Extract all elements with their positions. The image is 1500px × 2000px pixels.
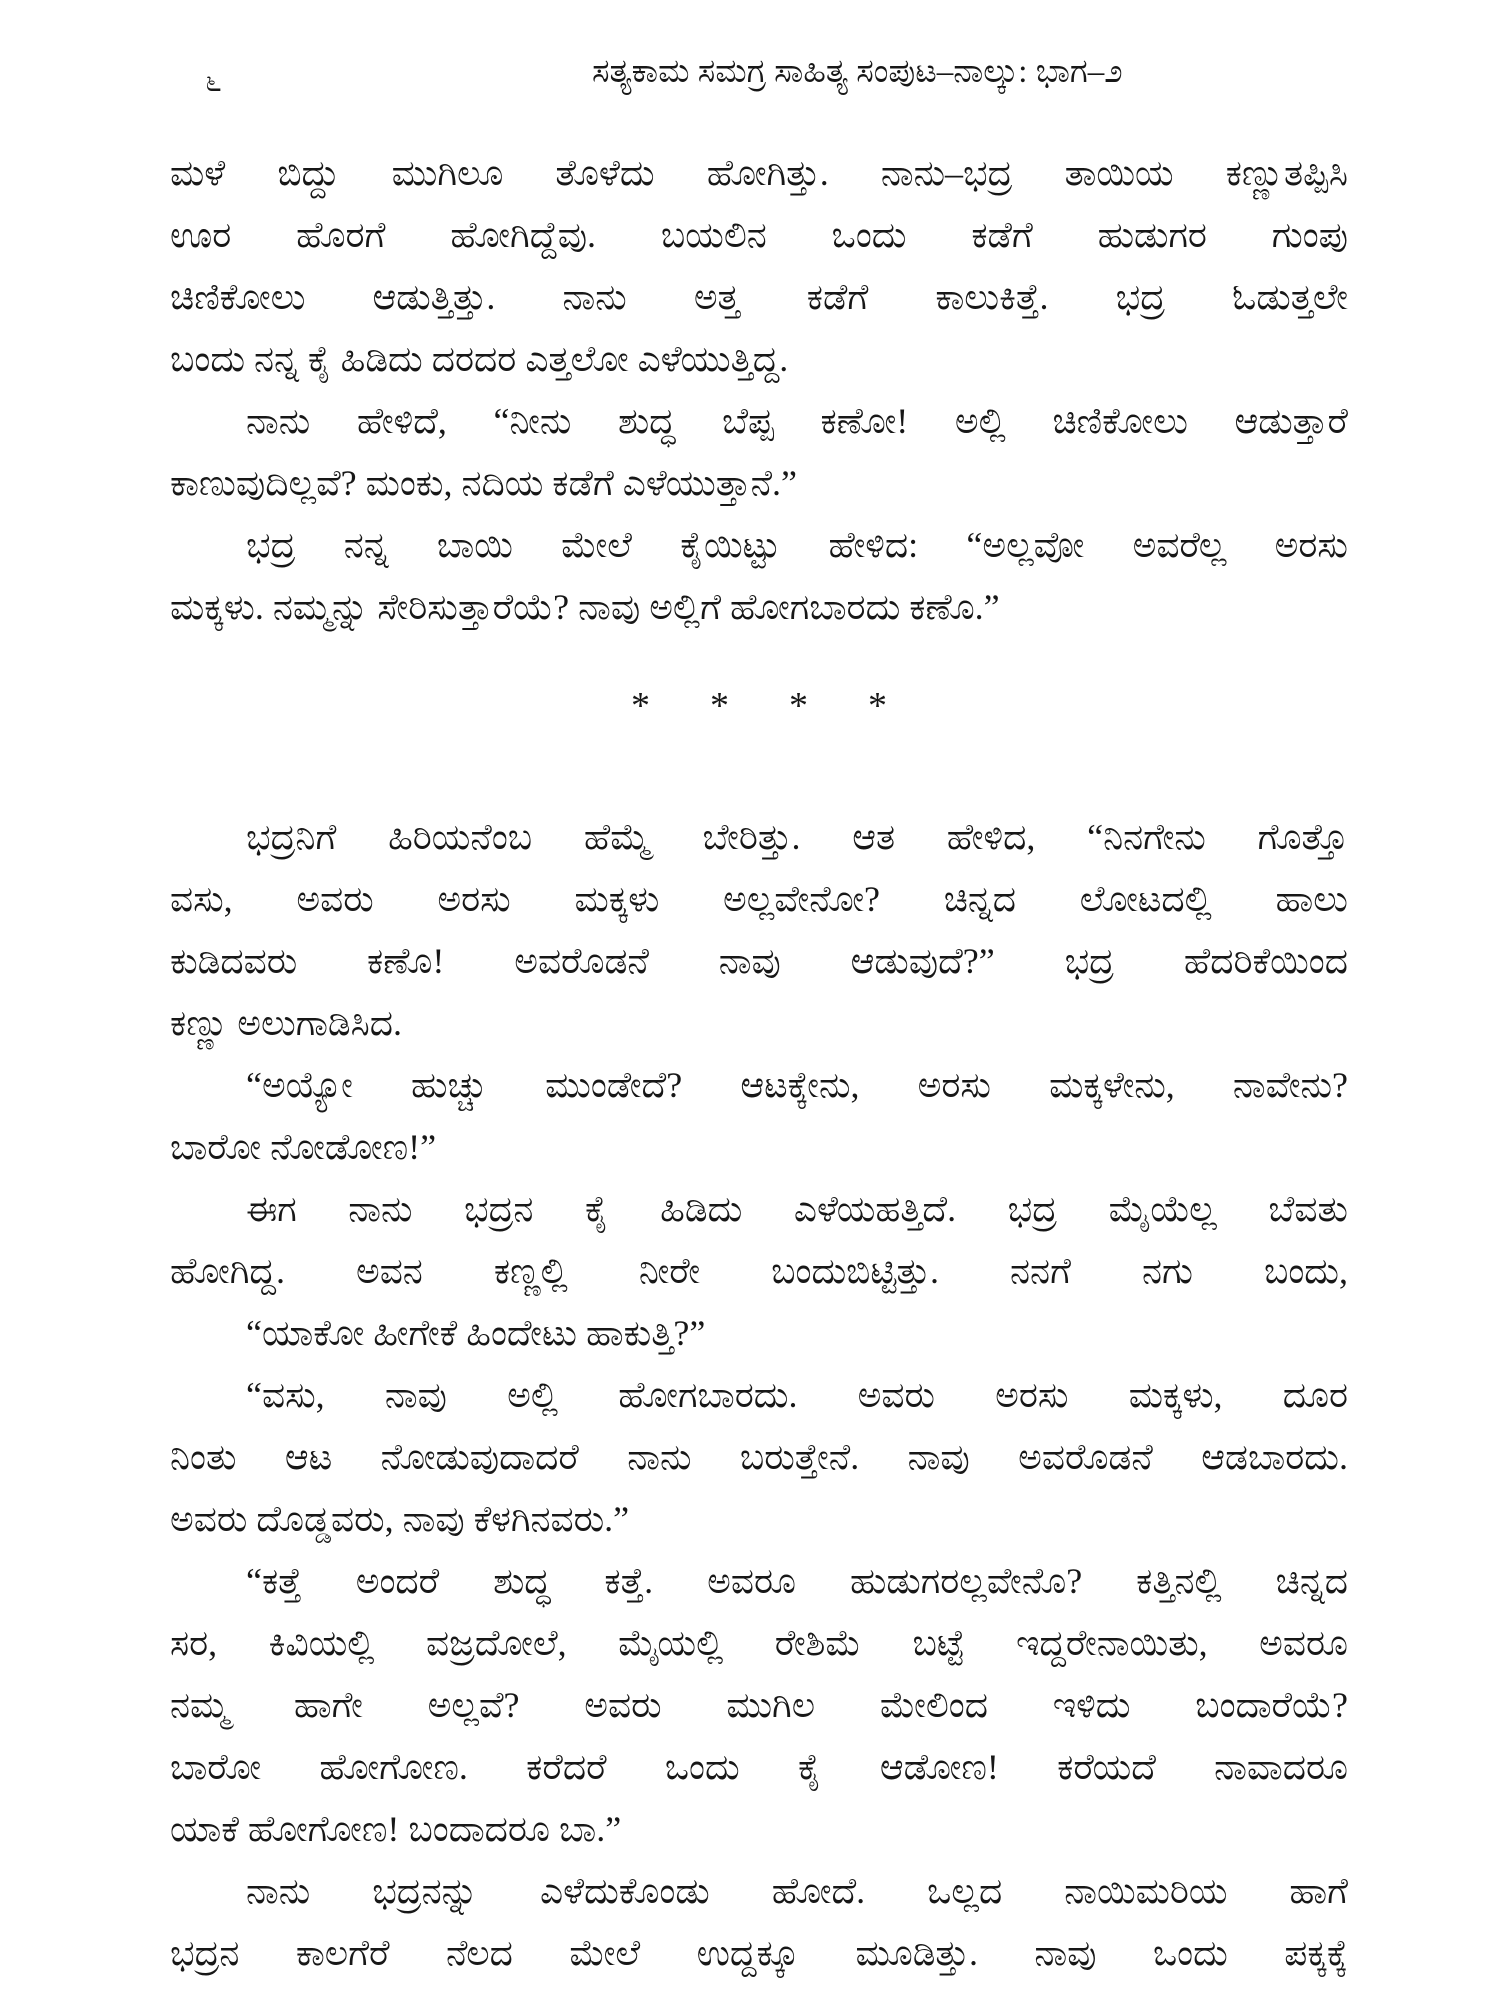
- text-line: ಯಾಕೆ ಹೋಗೋಣ! ಬಂದಾದರೂ ಬಾ.”: [170, 1809, 622, 1849]
- text-line: ಕುಡಿದವರು ಕಣೊ! ಅವರೊಡನೆ ನಾವು ಆಡುವುದೆ?” ಭದ್ರ ಹೆದರಿಕೆಯಿಂದ: [170, 941, 1348, 981]
- asterisk-glyph: *: [710, 685, 729, 727]
- text-line: ನಮ್ಮ ಹಾಗೇ ಅಲ್ಲವೆ? ಅವರು ಮುಗಿಲ ಮೇಲಿಂದ ಇಳಿದು ಬಂದಾರೆಯೆ?: [170, 1685, 1348, 1725]
- text-body: [170, 142, 1348, 1984]
- paragraph: [170, 1302, 1348, 1364]
- asterisk-glyph: *: [631, 685, 650, 727]
- text-line: ಚಿಣಿಕೋಲು ಆಡುತ್ತಿತ್ತು. ನಾನು ಅತ್ತ ಕಡೆಗೆ ಕಾಲುಕಿತ್ತೆ. ಭದ್ರ ಓಡುತ್ತಲೇ: [170, 277, 1348, 317]
- text-line: ನಾನು ಹೇಳಿದೆ, “ನೀನು ಶುದ್ಧ ಬೆಪ್ಪ ಕಣೋ! ಅಲ್ಲಿ ಚಿಣಿಕೋಲು ಆಡುತ್ತಾರೆ: [246, 401, 1348, 441]
- text-line: ಊರ ಹೊರಗೆ ಹೋಗಿದ್ದೆವು. ಬಯಲಿನ ಒಂದು ಕಡೆಗೆ ಹುಡುಗರ ಗುಂಪು: [170, 215, 1348, 255]
- page-header: [0, 46, 1500, 110]
- text-line: ಕಣ್ಣು ಅಲುಗಾಡಿಸಿದ.: [170, 1003, 402, 1043]
- text-line: ಮಕ್ಕಳು. ನಮ್ಮನ್ನು ಸೇರಿಸುತ್ತಾರೆಯೆ? ನಾವು ಅಲ್ಲಿಗೆ ಹೋಗಬಾರದು ಕಣೊ.”: [170, 587, 1000, 627]
- text-line: ಸರ, ಕಿವಿಯಲ್ಲಿ ವಜ್ರದೋಲೆ, ಮೈಯಲ್ಲಿ ರೇಶಿಮೆ ಬಟ್ಟೆ ಇದ್ದರೇನಾಯಿತು, ಅವರೂ: [170, 1623, 1348, 1663]
- paragraph: [170, 806, 1348, 1054]
- asterisk-glyph: *: [868, 685, 887, 727]
- text-line: ಭದ್ರನ ಕಾಲಗೆರೆ ನೆಲದ ಮೇಲೆ ಉದ್ದಕ್ಕೂ ಮೂಡಿತ್ತು. ನಾವು ಒಂದು ಪಕ್ಕಕ್ಕೆ: [170, 1933, 1348, 1973]
- paragraph: [170, 1178, 1348, 1302]
- section-after-separator: [170, 806, 1348, 1984]
- section-break-asterisks: [170, 686, 1348, 726]
- paragraph: [170, 514, 1348, 638]
- asterisk-glyph: *: [789, 685, 808, 727]
- text-line: “ಕತ್ತೆ ಅಂದರೆ ಶುದ್ಧ ಕತ್ತೆ. ಅವರೂ ಹುಡುಗರಲ್ಲವೇನೊ? ಕತ್ತಿನಲ್ಲಿ ಚಿನ್ನದ: [246, 1561, 1348, 1601]
- paragraph: [170, 1054, 1348, 1178]
- text-line: ಬಂದು ನನ್ನ ಕೈ ಹಿಡಿದು ದರದರ ಎತ್ತಲೋ ಎಳೆಯುತ್ತಿದ್ದ.: [170, 339, 789, 379]
- text-line: ಅವರು ದೊಡ್ಡವರು, ನಾವು ಕೆಳಗಿನವರು.”: [170, 1499, 630, 1539]
- text-line: ಬಾರೋ ನೋಡೋಣ!”: [170, 1127, 437, 1167]
- text-line: ಕಾಣುವುದಿಲ್ಲವೆ? ಮಂಕು, ನದಿಯ ಕಡೆಗೆ ಎಳೆಯುತ್ತಾನೆ.”: [170, 463, 798, 503]
- page-number: ೬: [205, 65, 222, 98]
- text-line: ವಸು, ಅವರು ಅರಸು ಮಕ್ಕಳು ಅಲ್ಲವೇನೋ? ಚಿನ್ನದ ಲೋಟದಲ್ಲಿ ಹಾಲು: [170, 879, 1348, 919]
- paragraph: [170, 1860, 1348, 1984]
- text-line: ಈಗ ನಾನು ಭದ್ರನ ಕೈ ಹಿಡಿದು ಎಳೆಯಹತ್ತಿದೆ. ಭದ್ರ ಮೈಯೆಲ್ಲ ಬೆವತು: [246, 1189, 1348, 1229]
- running-title: ಸತ್ಯಕಾಮ ಸಮಗ್ರ ಸಾಹಿತ್ಯ ಸಂಪುಟ–ನಾಲ್ಕು: ಭಾಗ–೨: [592, 54, 1123, 90]
- paragraph: [170, 1550, 1348, 1860]
- text-line: ಭದ್ರನಿಗೆ ಹಿರಿಯನೆಂಬ ಹೆಮ್ಮೆ ಬೇರಿತ್ತು. ಆತ ಹೇಳಿದ, “ನಿನಗೇನು ಗೊತ್ತೊ: [246, 817, 1348, 857]
- paragraph: [170, 1364, 1348, 1550]
- text-line: ಹೋಗಿದ್ದ. ಅವನ ಕಣ್ಣಲ್ಲಿ ನೀರೇ ಬಂದುಬಿಟ್ಟಿತ್ತು. ನನಗೆ ನಗು ಬಂದು,: [170, 1251, 1348, 1291]
- section-before-separator: [170, 142, 1348, 638]
- text-line: ನಿಂತು ಆಟ ನೋಡುವುದಾದರೆ ನಾನು ಬರುತ್ತೇನೆ. ನಾವು ಅವರೊಡನೆ ಆಡಬಾರದು.: [170, 1437, 1348, 1477]
- text-line: “ಅಯ್ಯೋ ಹುಚ್ಚು ಮುಂಡೇದೆ? ಆಟಕ್ಕೇನು, ಅರಸು ಮಕ್ಕಳೇನು, ನಾವೇನು?: [246, 1065, 1348, 1105]
- text-line: “ಯಾಕೋ ಹೀಗೇಕೆ ಹಿಂದೇಟು ಹಾಕುತ್ತಿ?”: [246, 1313, 706, 1353]
- text-line: ನಾನು ಭದ್ರನನ್ನು ಎಳೆದುಕೊಂಡು ಹೋದೆ. ಒಲ್ಲದ ನಾಯಿಮರಿಯ ಹಾಗೆ: [246, 1871, 1348, 1911]
- paragraph: [170, 390, 1348, 514]
- text-line: “ವಸು, ನಾವು ಅಲ್ಲಿ ಹೋಗಬಾರದು. ಅವರು ಅರಸು ಮಕ್ಕಳು, ದೂರ: [246, 1375, 1348, 1415]
- text-line: ಮಳೆ ಬಿದ್ದು ಮುಗಿಲೂ ತೊಳೆದು ಹೋಗಿತ್ತು. ನಾನು–ಭದ್ರ ತಾಯಿಯ ಕಣ್ಣುತಪ್ಪಿಸಿ: [170, 153, 1348, 193]
- paragraph: [170, 142, 1348, 390]
- text-line: ಬಾರೋ ಹೋಗೋಣ. ಕರೆದರೆ ಒಂದು ಕೈ ಆಡೋಣ! ಕರೆಯದೆ ನಾವಾದರೂ: [170, 1747, 1348, 1787]
- text-line: ಭದ್ರ ನನ್ನ ಬಾಯಿ ಮೇಲೆ ಕೈಯಿಟ್ಟು ಹೇಳಿದ: “ಅಲ್ಲವೋ ಅವರೆಲ್ಲ ಅರಸು: [246, 525, 1348, 565]
